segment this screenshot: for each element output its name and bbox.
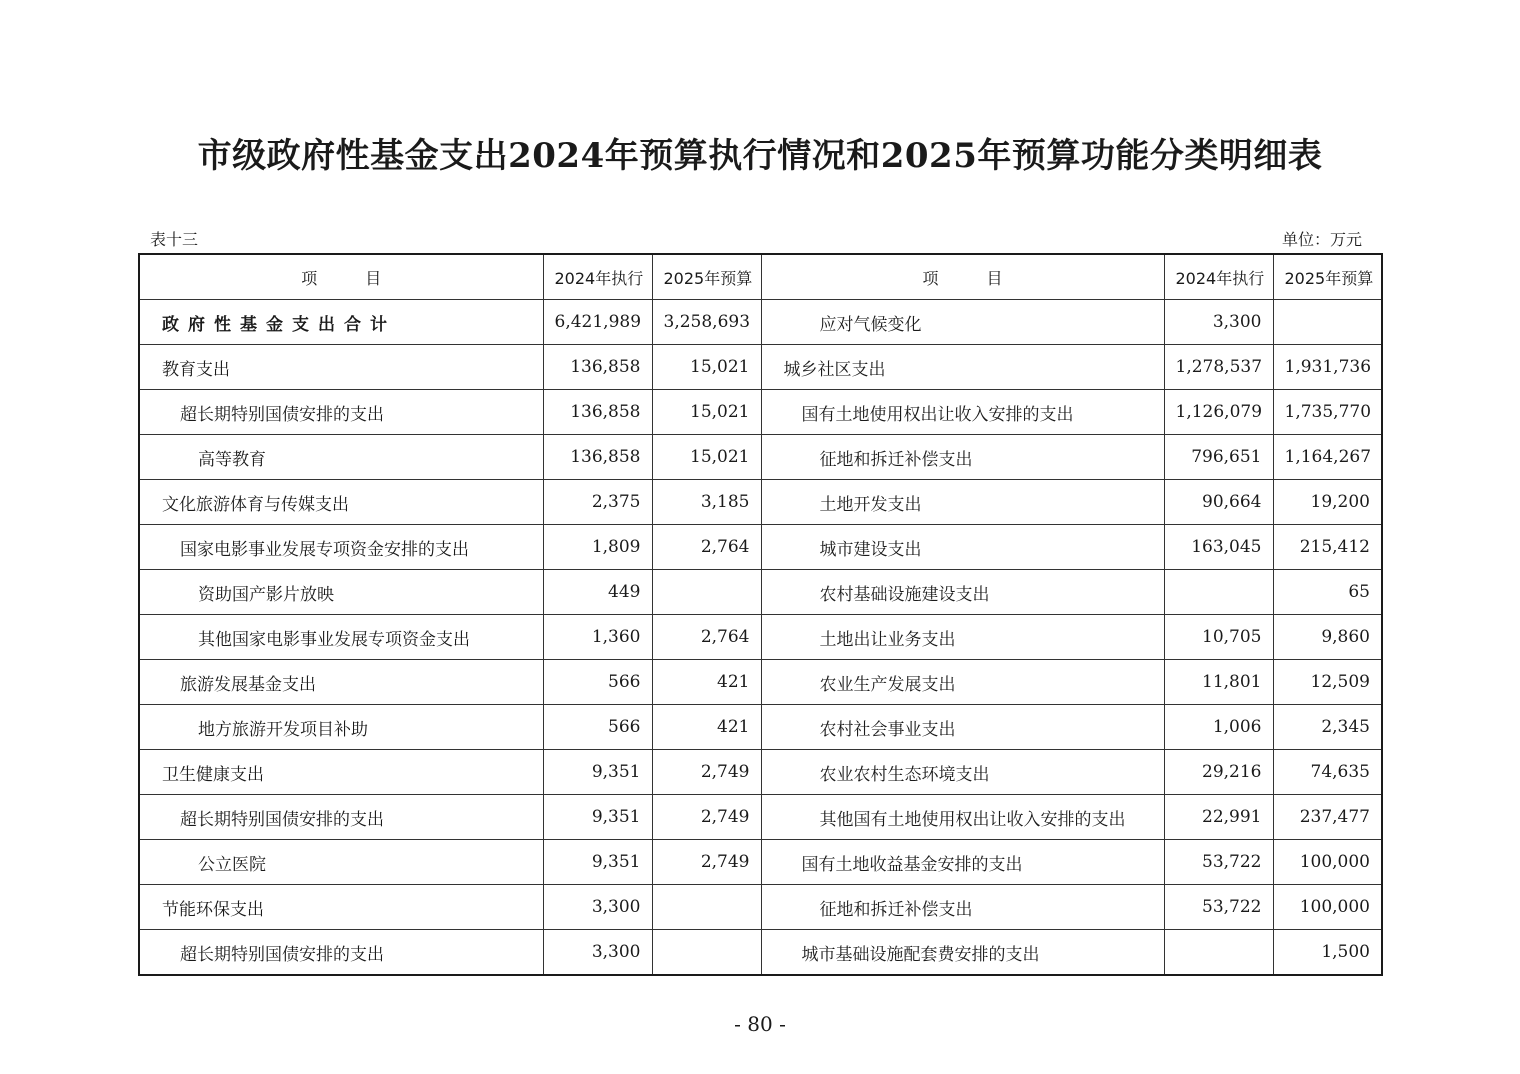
exec-2024-value-right: 10,705: [1164, 615, 1273, 660]
table-label: 表十三: [150, 230, 199, 249]
budget-2025-value-left: [652, 885, 761, 930]
exec-2024-value-right: 53,722: [1164, 840, 1273, 885]
item-name-right: 征地和拆迁补偿支出: [761, 435, 1164, 480]
item-name-right: 城乡社区支出: [761, 345, 1164, 390]
exec-2024-value-right: 163,045: [1164, 525, 1273, 570]
exec-2024-value-right: 90,664: [1164, 480, 1273, 525]
header-exec-2024-left: 2024年执行: [543, 254, 652, 300]
budget-2025-value-left: 2,764: [652, 525, 761, 570]
item-name-right: 农村基础设施建设支出: [761, 570, 1164, 615]
budget-2025-value-right: 100,000: [1273, 885, 1382, 930]
budget-2025-value-right: 1,500: [1273, 930, 1382, 976]
table-row: [139, 660, 1382, 705]
exec-2024-value-left: 2,375: [543, 480, 652, 525]
item-name-left: 超长期特别国债安排的支出: [139, 390, 543, 435]
header-exec-2024-right: 2024年执行: [1164, 254, 1273, 300]
exec-2024-value-right: 1,006: [1164, 705, 1273, 750]
item-name-right: 国有土地使用权出让收入安排的支出: [761, 390, 1164, 435]
table-header-row: [139, 254, 1382, 300]
budget-2025-value-right: 65: [1273, 570, 1382, 615]
budget-table: [138, 253, 1383, 976]
budget-2025-value-left: 15,021: [652, 345, 761, 390]
table-row: [139, 885, 1382, 930]
budget-2025-value-right: 237,477: [1273, 795, 1382, 840]
exec-2024-value-right: 796,651: [1164, 435, 1273, 480]
page-title: 市级政府性基金支出2024年预算执行情况和2025年预算功能分类明细表: [197, 136, 1323, 176]
table-row: [139, 930, 1382, 976]
item-name-left: 政府性基金支出合计: [139, 300, 543, 345]
table-row: [139, 795, 1382, 840]
budget-2025-value-right: 215,412: [1273, 525, 1382, 570]
exec-2024-value-left: 6,421,989: [543, 300, 652, 345]
budget-2025-value-right: 12,509: [1273, 660, 1382, 705]
item-name-left: 高等教育: [139, 435, 543, 480]
exec-2024-value-left: 566: [543, 660, 652, 705]
item-name-left: 资助国产影片放映: [139, 570, 543, 615]
exec-2024-value-right: 1,278,537: [1164, 345, 1273, 390]
exec-2024-value-left: 136,858: [543, 390, 652, 435]
item-name-right: 农业生产发展支出: [761, 660, 1164, 705]
exec-2024-value-left: 9,351: [543, 795, 652, 840]
item-name-left: 超长期特别国债安排的支出: [139, 930, 543, 976]
budget-2025-value-right: 9,860: [1273, 615, 1382, 660]
item-name-left: 节能环保支出: [139, 885, 543, 930]
budget-2025-value-left: [652, 930, 761, 976]
budget-2025-value-left: 3,185: [652, 480, 761, 525]
item-name-right: 土地开发支出: [761, 480, 1164, 525]
exec-2024-value-left: 566: [543, 705, 652, 750]
budget-2025-value-right: 1,164,267: [1273, 435, 1382, 480]
exec-2024-value-right: [1164, 570, 1273, 615]
item-name-right: 应对气候变化: [761, 300, 1164, 345]
budget-2025-value-left: [652, 570, 761, 615]
item-name-right: 国有土地收益基金安排的支出: [761, 840, 1164, 885]
budget-2025-value-right: 2,345: [1273, 705, 1382, 750]
item-name-left: 其他国家电影事业发展专项资金支出: [139, 615, 543, 660]
exec-2024-value-left: 9,351: [543, 840, 652, 885]
table-row: [139, 480, 1382, 525]
item-name-left: 教育支出: [139, 345, 543, 390]
exec-2024-value-left: 1,809: [543, 525, 652, 570]
exec-2024-value-right: 22,991: [1164, 795, 1273, 840]
budget-2025-value-left: 421: [652, 660, 761, 705]
budget-2025-value-left: 15,021: [652, 390, 761, 435]
header-budget-2025-left: 2025年预算: [652, 254, 761, 300]
table-row: [139, 705, 1382, 750]
budget-2025-value-left: 2,764: [652, 615, 761, 660]
exec-2024-value-left: 136,858: [543, 345, 652, 390]
table-row: [139, 390, 1382, 435]
item-name-left: 公立医院: [139, 840, 543, 885]
item-name-right: 土地出让业务支出: [761, 615, 1164, 660]
page-number: - 80 -: [734, 1012, 786, 1036]
item-name-left: 国家电影事业发展专项资金安排的支出: [139, 525, 543, 570]
table-row: [139, 300, 1382, 345]
exec-2024-value-left: 9,351: [543, 750, 652, 795]
budget-2025-value-right: 1,735,770: [1273, 390, 1382, 435]
budget-2025-value-left: 2,749: [652, 795, 761, 840]
budget-2025-value-left: 421: [652, 705, 761, 750]
budget-2025-value-right: 74,635: [1273, 750, 1382, 795]
table-row: [139, 570, 1382, 615]
table-row: [139, 345, 1382, 390]
item-name-right: 农村社会事业支出: [761, 705, 1164, 750]
budget-2025-value-left: 3,258,693: [652, 300, 761, 345]
table-row: [139, 840, 1382, 885]
exec-2024-value-left: 1,360: [543, 615, 652, 660]
table-row: [139, 435, 1382, 480]
item-name-left: 卫生健康支出: [139, 750, 543, 795]
table-row: [139, 525, 1382, 570]
item-name-left: 旅游发展基金支出: [139, 660, 543, 705]
exec-2024-value-left: 3,300: [543, 930, 652, 976]
item-name-right: 其他国有土地使用权出让收入安排的支出: [761, 795, 1164, 840]
budget-2025-value-right: 100,000: [1273, 840, 1382, 885]
exec-2024-value-right: 3,300: [1164, 300, 1273, 345]
budget-2025-value-left: 2,749: [652, 750, 761, 795]
exec-2024-value-left: 449: [543, 570, 652, 615]
exec-2024-value-right: 1,126,079: [1164, 390, 1273, 435]
exec-2024-value-right: 29,216: [1164, 750, 1273, 795]
item-name-right: 征地和拆迁补偿支出: [761, 885, 1164, 930]
table-body: [139, 300, 1382, 976]
table-row: [139, 615, 1382, 660]
budget-2025-value-right: [1273, 300, 1382, 345]
budget-2025-value-left: 2,749: [652, 840, 761, 885]
item-name-right: 农业农村生态环境支出: [761, 750, 1164, 795]
item-name-left: 地方旅游开发项目补助: [139, 705, 543, 750]
unit-label: 单位：万元: [1281, 230, 1362, 249]
item-name-left: 超长期特别国债安排的支出: [139, 795, 543, 840]
item-name-right: 城市基础设施配套费安排的支出: [761, 930, 1164, 976]
exec-2024-value-left: 136,858: [543, 435, 652, 480]
budget-2025-value-left: 15,021: [652, 435, 761, 480]
exec-2024-value-left: 3,300: [543, 885, 652, 930]
budget-2025-value-right: 1,931,736: [1273, 345, 1382, 390]
exec-2024-value-right: [1164, 930, 1273, 976]
header-budget-2025-right: 2025年预算: [1273, 254, 1382, 300]
exec-2024-value-right: 11,801: [1164, 660, 1273, 705]
item-name-left: 文化旅游体育与传媒支出: [139, 480, 543, 525]
header-item-left: 项 目: [139, 254, 543, 300]
exec-2024-value-right: 53,722: [1164, 885, 1273, 930]
budget-2025-value-right: 19,200: [1273, 480, 1382, 525]
item-name-right: 城市建设支出: [761, 525, 1164, 570]
table-row: [139, 750, 1382, 795]
header-item-right: 项 目: [761, 254, 1164, 300]
